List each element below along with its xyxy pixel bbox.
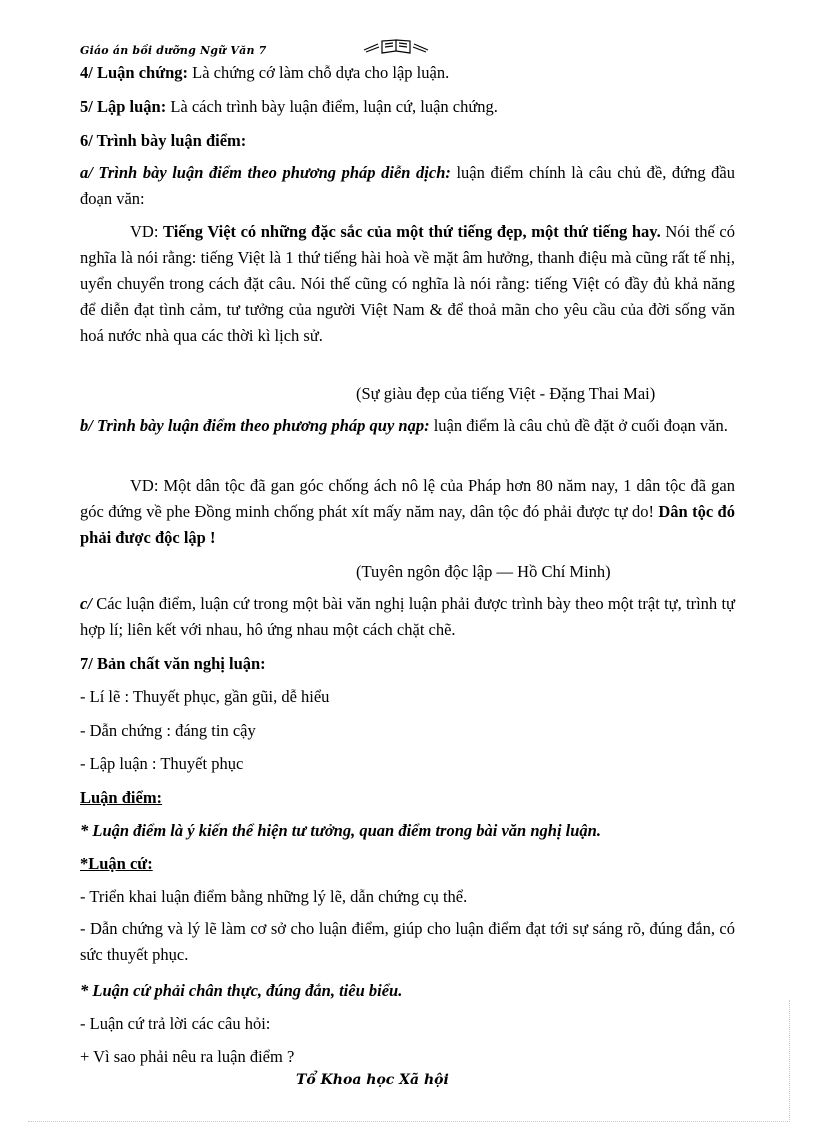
- luan-cu-line-1: - Triển khai luận điểm bằng những lý lẽ, dẫn chứng cụ thể.: [80, 887, 468, 906]
- footer-text: Tổ Khoa học Xã hội: [296, 1072, 449, 1088]
- section-6a-label: a/ Trình bày luận điểm theo phương pháp diễn dịch:: [80, 163, 451, 182]
- example-2-citation: (Tuyên ngôn độc lập — Hồ Chí Minh): [356, 562, 611, 581]
- example-1-citation: (Sự giàu đẹp của tiếng Việt - Đặng Thai Mai): [356, 384, 656, 403]
- page-border-bottom: [28, 1121, 788, 1122]
- example-2-conclusion: Dân tộc đó phải được độc lập !: [80, 502, 735, 547]
- section-6a-text: luận điểm chính là câu chủ đề, đứng đầu đoạn văn:: [80, 163, 735, 208]
- example-1-prefix: VD:: [130, 222, 163, 241]
- section-6c-paragraph: [80, 591, 735, 643]
- page-border-right: [789, 1000, 790, 1122]
- section-6a-paragraph: [80, 160, 735, 212]
- section-6b-text: luận điểm là câu chủ đề đặt ở cuối đoạn văn.: [429, 416, 728, 435]
- section-7-item: - Lập luận : Thuyết phục: [80, 754, 244, 773]
- section-6b-label: b/ Trình bày luận điểm theo phương pháp quy nạp:: [80, 416, 430, 435]
- section-4-label: 4/ Luận chứng:: [80, 63, 189, 82]
- luan-diem-heading: Luận điểm:: [80, 788, 163, 807]
- example-1-topic-sentence: Tiếng Việt có những đặc sắc của một thứ tiếng đẹp, một thứ tiếng hay.: [163, 222, 661, 241]
- section-5-line: [80, 95, 735, 118]
- section-6c-label: c/: [80, 594, 92, 613]
- luan-cu-answers: - Luận cứ trả lời các câu hỏi:: [80, 1014, 271, 1033]
- section-4-line: [80, 61, 735, 84]
- example-1-paragraph: [80, 219, 735, 349]
- section-7-item: - Lí lẽ : Thuyết phục, gần gũi, dễ hiểu: [80, 687, 330, 706]
- example-1-text: Nói thế có nghĩa là nói rằng: tiếng Việt là 1 thứ tiếng hài hoà về mặt âm hưởng, thanh điệu mà cũng rất tế nhị, uyển chuyển trong cách đặt câu. Nói thế cũng có nghĩa là nói rằng: tiếng Việt có đầy đủ khả năng để diễn đạt tình cảm, tư tưởng của người Việt Nam & để thoả mãn cho yêu cầu của đời sống văn hoá nước nhà qua các thời kì lịch sử.: [80, 222, 735, 345]
- luan-cu-requirement: * Luận cứ phải chân thực, đúng đắn, tiêu biểu.: [80, 981, 403, 1000]
- section-5-text: Là cách trình bày luận điểm, luận cứ, luận chứng.: [166, 97, 498, 116]
- book-with-pens-icon: [362, 38, 430, 61]
- example-2-paragraph: [80, 473, 735, 551]
- section-7-item: - Dẫn chứng : đáng tin cậy: [80, 721, 256, 740]
- example-2-text: VD: Một dân tộc đã gan góc chống ách nô lệ của Pháp hơn 80 năm nay, 1 dân tộc đã gan góc đứng về phe Đồng minh chống phát xít mấy năm nay, dân tộc đó phải được tự do!: [80, 476, 735, 521]
- section-5-label: 5/ Lập luận:: [80, 97, 167, 116]
- section-6-heading: 6/ Trình bày luận điểm:: [80, 131, 247, 150]
- section-6c-text: Các luận điểm, luận cứ trong một bài văn nghị luận phải được trình bày theo một trật tự, trình tự hợp lí; liên kết với nhau, hô ứng nhau một cách chặt chẽ.: [80, 594, 735, 639]
- section-7-heading: 7/ Bản chất văn nghị luận:: [80, 654, 266, 673]
- header-title: Giáo án bồi dưỡng Ngữ Văn 7: [80, 44, 267, 57]
- section-6b-paragraph: [80, 413, 735, 439]
- luan-cu-heading: *Luận cứ:: [80, 854, 153, 873]
- luan-cu-question-1: + Vì sao phải nêu ra luận điểm ?: [80, 1047, 295, 1066]
- luan-cu-line-2: - Dẫn chứng và lý lẽ làm cơ sở cho luận điểm, giúp cho luận điểm đạt tới sự sáng rõ, đúng đắn, có sức thuyết phục.: [80, 919, 735, 964]
- section-4-text: Là chứng cớ làm chỗ dựa cho lập luận.: [188, 63, 450, 82]
- luan-diem-definition: * Luận điểm là ý kiến thể hiện tư tưởng, quan điểm trong bài văn nghị luận.: [80, 821, 601, 840]
